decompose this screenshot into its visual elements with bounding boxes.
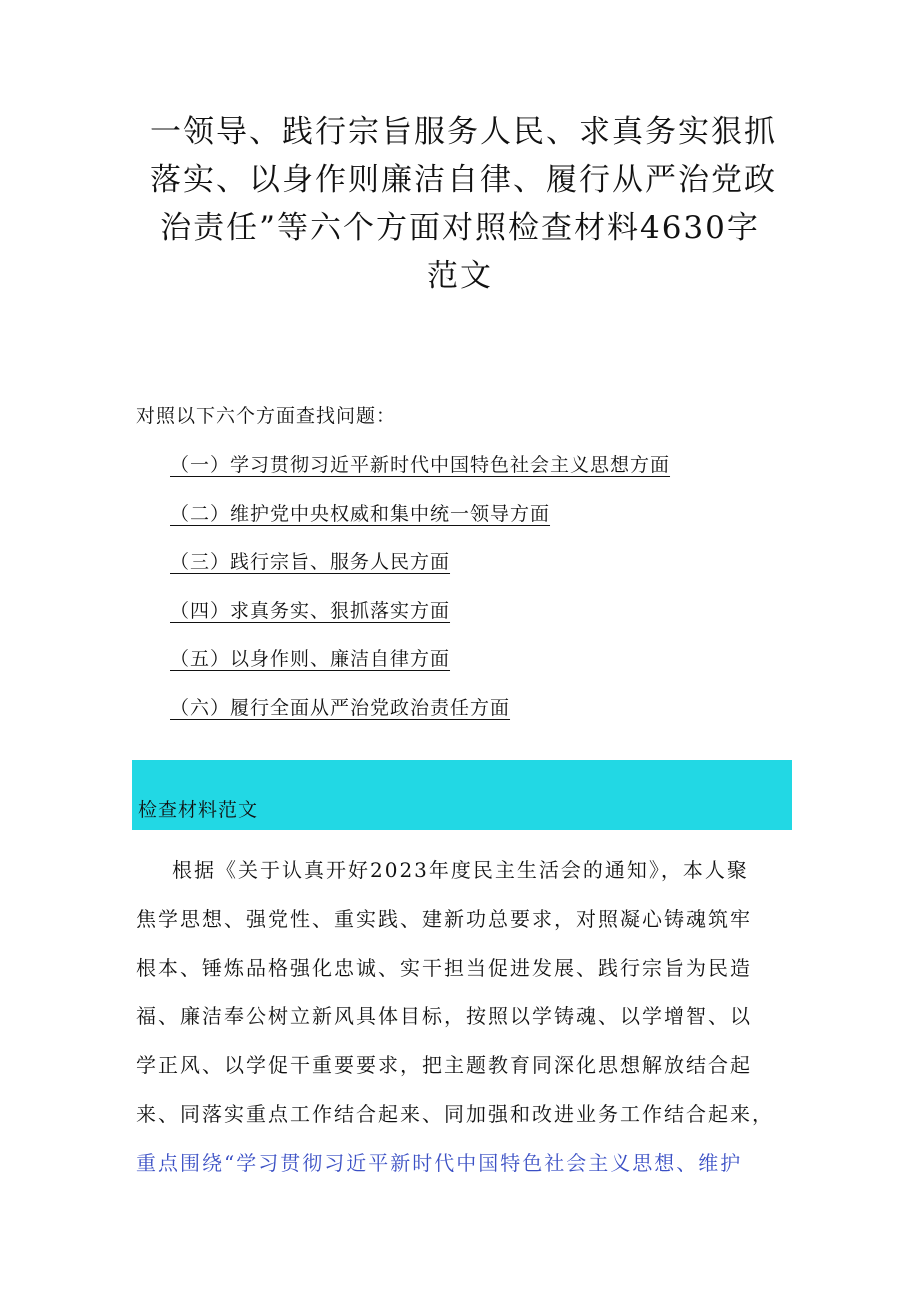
section-banner (132, 760, 792, 830)
toc-item-3[interactable] (170, 547, 670, 596)
body-line-2: 焦学思想、强党性、重实践、建新功总要求，对照凝心铸魂筑牢 (136, 906, 752, 931)
body-line-3: 根本、锤炼品格强化忠诚、实干担当促进发展、践行宗旨为民造 (136, 955, 752, 980)
title-line-1: 一领导、践行宗旨服务人民、求真务实狠抓 (150, 114, 777, 150)
table-of-contents (170, 450, 670, 742)
toc-link-3[interactable]: （三）践行宗旨、服务人民方面 (170, 551, 451, 574)
body-paragraph (136, 846, 812, 1188)
body-line-1: 根据《关于认真开好2023年度民主生活会的通知》，本人聚 (172, 858, 749, 882)
toc-link-2[interactable]: （二）维护党中央权威和集中统一领导方面 (170, 502, 551, 525)
body-line-highlight: 重点围绕“学习贯彻习近平新时代中国特色社会主义思想、维护 (136, 1150, 743, 1175)
title-line-3: 治责任”等六个方面对照检查材料4630字 (160, 210, 760, 246)
toc-item-2[interactable] (170, 499, 670, 548)
toc-link-5[interactable]: （五）以身作则、廉洁自律方面 (170, 648, 451, 671)
toc-link-4[interactable]: （四）求真务实、狠抓落实方面 (170, 599, 451, 622)
title-line-4: 范文 (427, 258, 493, 294)
section-heading: 检查材料范文 (138, 799, 259, 821)
body-line-6: 来、同落实重点工作结合起来、同加强和改进业务工作结合起来， (136, 1101, 774, 1126)
document-title (150, 108, 777, 300)
body-line-5: 学正风、以学促干重要要求，把主题教育同深化思想解放结合起 (136, 1053, 752, 1078)
title-line-2: 落实、以身作则廉洁自律、履行从严治党政 (150, 162, 777, 198)
toc-link-6[interactable]: （六）履行全面从严治党政治责任方面 (170, 696, 511, 719)
intro-text: 对照以下六个方面查找问题： (136, 405, 397, 427)
toc-item-5[interactable] (170, 644, 670, 693)
toc-item-1[interactable] (170, 450, 670, 499)
toc-item-4[interactable] (170, 596, 670, 645)
toc-item-6[interactable] (170, 693, 670, 742)
body-line-4: 福、廉洁奉公树立新风具体目标，按照以学铸魂、以学增智、以 (136, 1004, 752, 1029)
toc-link-1[interactable]: （一）学习贯彻习近平新时代中国特色社会主义思想方面 (170, 454, 671, 476)
